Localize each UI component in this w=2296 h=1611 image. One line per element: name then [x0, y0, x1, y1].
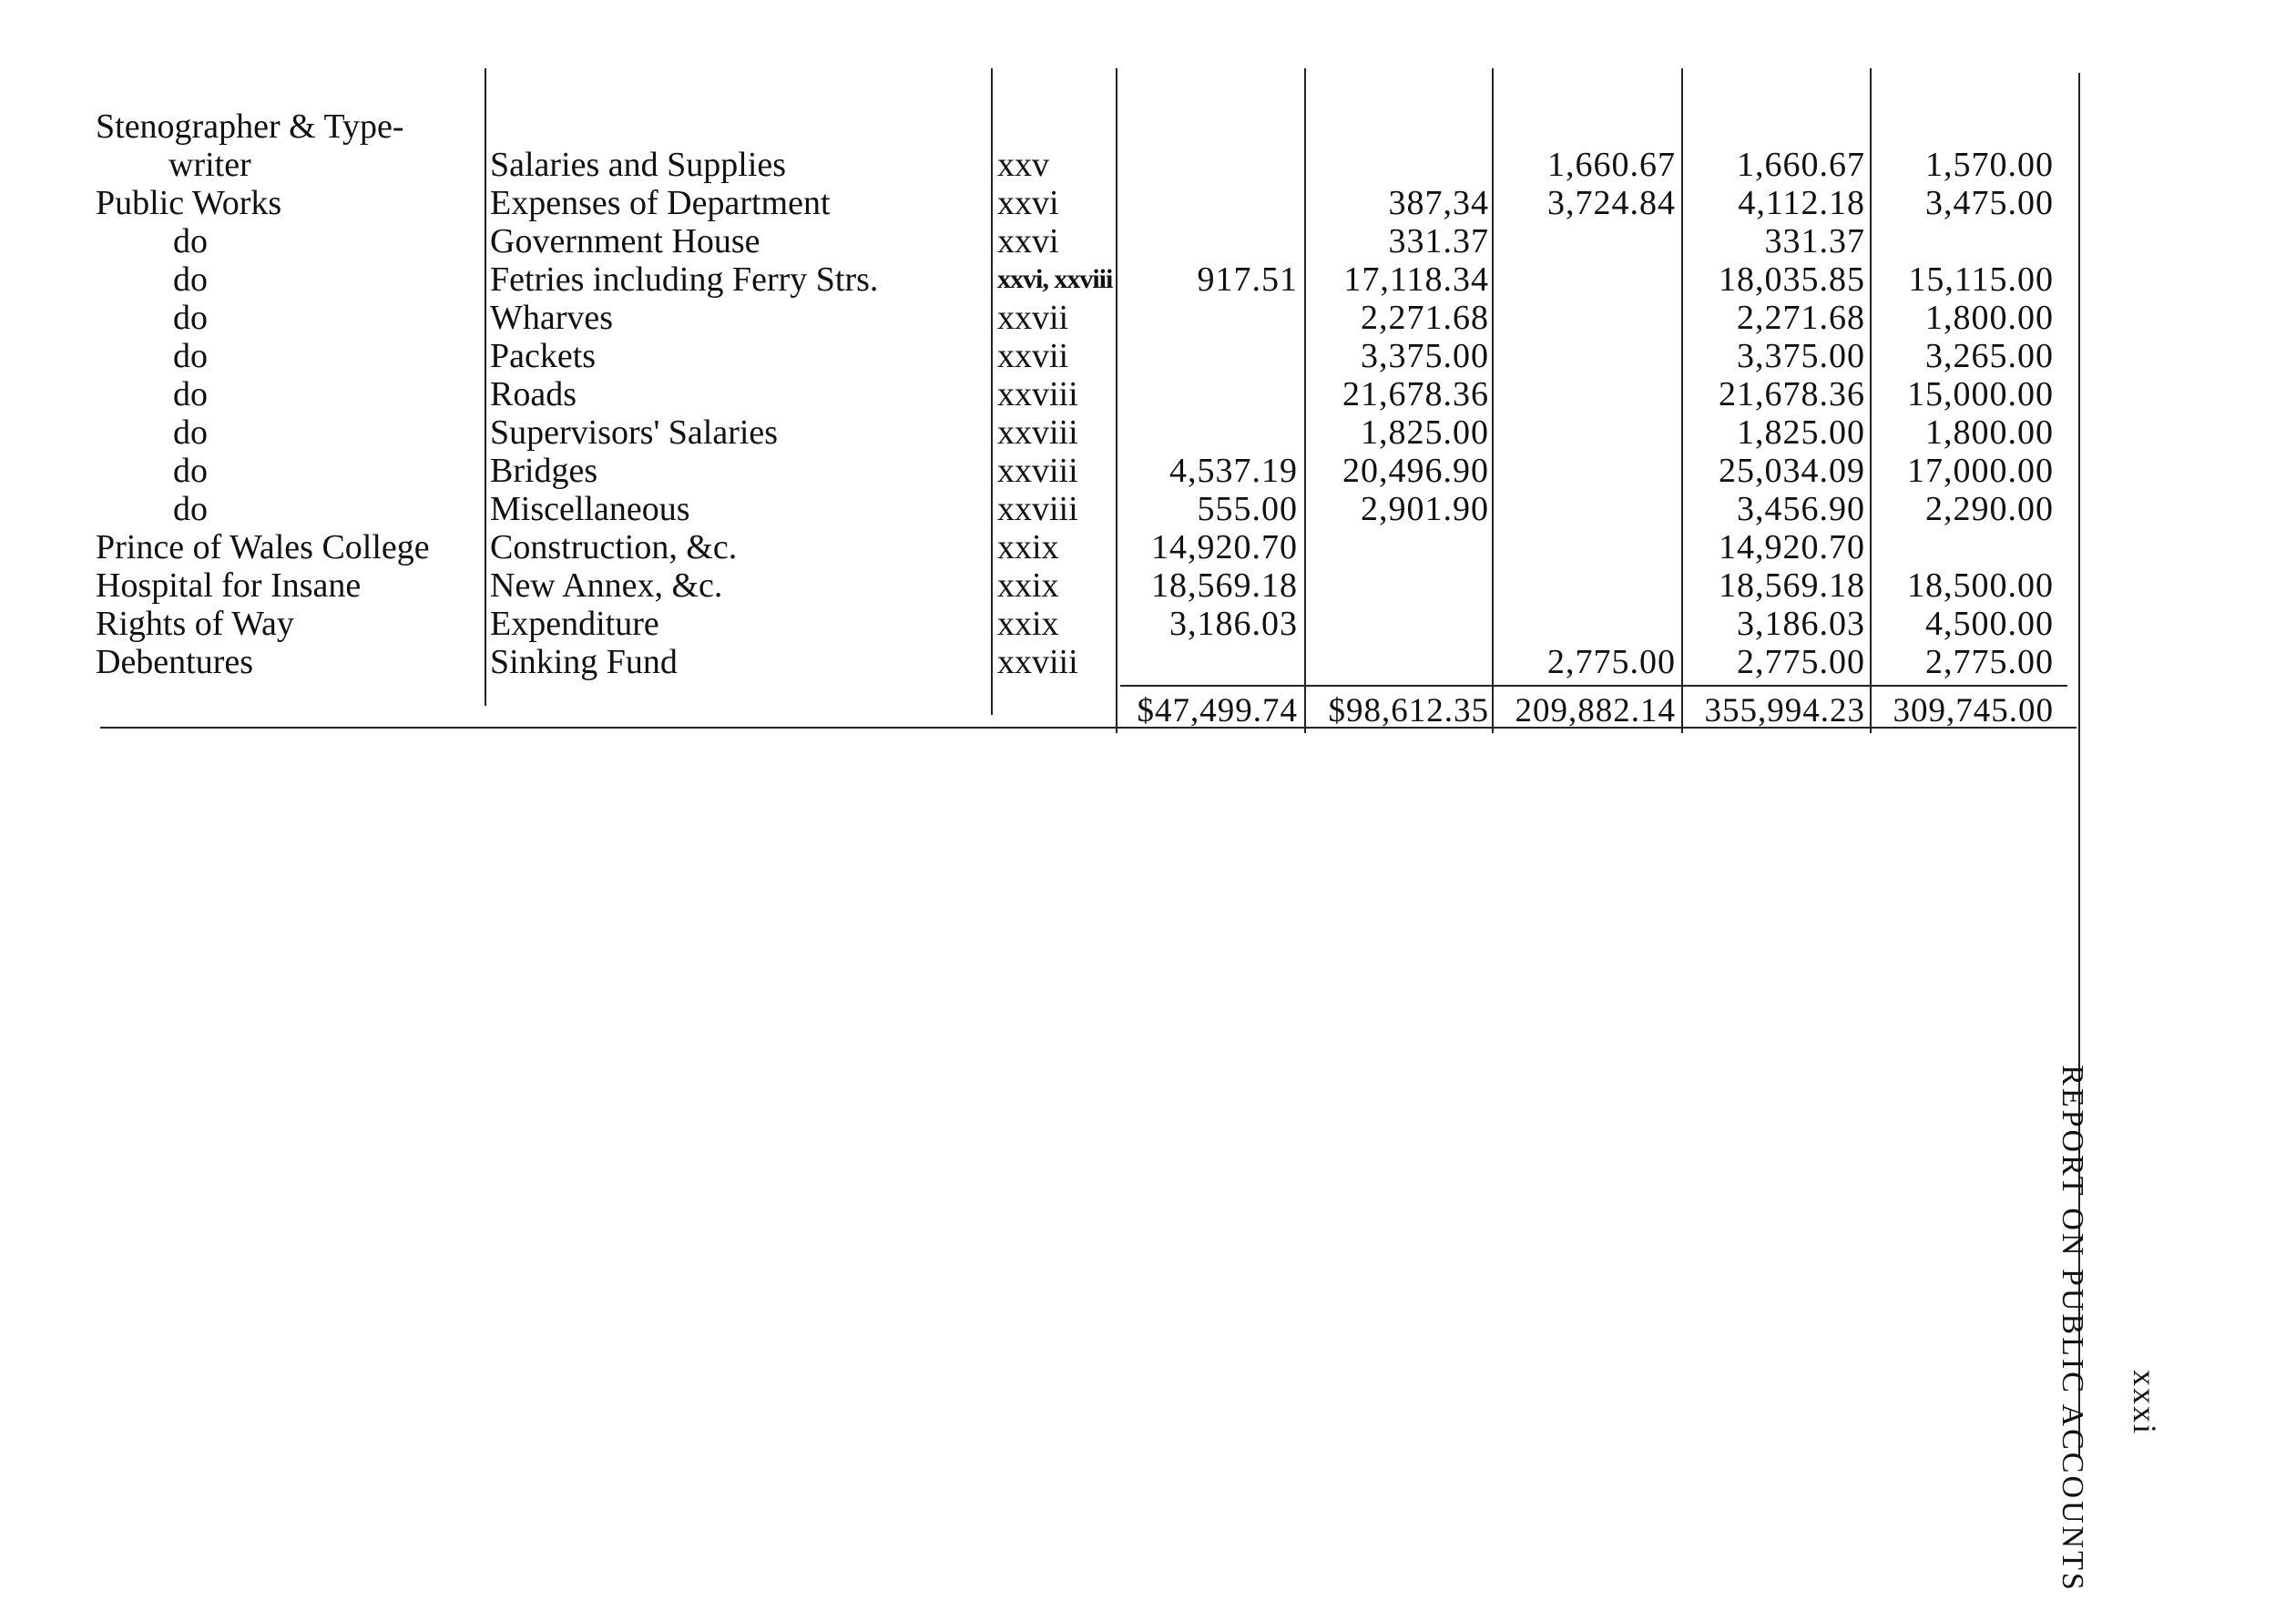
amount-col5-cell: 2,775.00 — [1925, 643, 2054, 681]
reference-cell: xxvii — [997, 337, 1069, 375]
description-cell: Construction, &c. — [490, 528, 738, 566]
amount-col2-cell: 387,34 — [1388, 184, 1489, 222]
amount-col3-cell — [1498, 490, 1676, 528]
amount-col3-cell: 2,775.00 — [1547, 643, 1676, 681]
amount-col1-cell — [1120, 222, 1298, 260]
amount-col1-cell: 4,537.19 — [1169, 452, 1298, 490]
item-cell: do — [173, 260, 208, 299]
item-cell: Hospital for Insane — [96, 566, 362, 605]
amount-col5-cell: 1,570.00 — [1925, 146, 2054, 184]
reference-cell: xxv — [997, 146, 1049, 184]
totals-row — [0, 692, 2095, 730]
table-row — [0, 452, 2095, 490]
reference-cell: xxvi — [997, 184, 1059, 222]
item-cell: Rights of Way — [96, 605, 294, 643]
amount-col3-cell — [1498, 605, 1676, 643]
table-row — [0, 605, 2095, 643]
item-cell: do — [173, 490, 208, 528]
total-col4: 355,994.23 — [1704, 692, 1865, 729]
running-title: REPORT ON PUBLIC ACCOUNTS — [2056, 1065, 2089, 1593]
description-cell: Packets — [490, 337, 597, 375]
amount-col5-cell — [1876, 222, 2054, 260]
amount-col2-cell: 20,496.90 — [1342, 452, 1489, 490]
amount-col1-cell — [1120, 413, 1298, 452]
table-row — [0, 337, 2095, 375]
item-cell: Debentures — [96, 643, 254, 681]
table-row — [0, 222, 2095, 260]
amount-col5-cell: 2,290.00 — [1925, 490, 2054, 528]
item-cell: Stenographer & Type- — [96, 107, 404, 146]
amount-col4-cell: 3,375.00 — [1737, 337, 1865, 375]
amount-col2-cell: 17,118.34 — [1343, 260, 1489, 299]
amount-col2-cell — [1311, 566, 1489, 605]
reference-cell: xxviii — [997, 452, 1078, 490]
amount-col4-cell — [1688, 107, 1865, 146]
reference-cell: xxix — [997, 528, 1059, 566]
amount-col2-cell — [1311, 605, 1489, 643]
amount-col5-cell: 3,475.00 — [1925, 184, 2054, 222]
reference-cell: xxvi — [997, 222, 1059, 260]
item-cell: do — [173, 222, 208, 260]
amount-col4-cell: 14,920.70 — [1719, 528, 1865, 566]
item-cell: do — [173, 375, 208, 413]
table-row — [0, 490, 2095, 528]
amount-col3-cell — [1498, 299, 1676, 337]
amount-col3-cell — [1498, 222, 1676, 260]
amount-col1-cell: 3,186.03 — [1169, 605, 1298, 643]
reference-cell: xxviii — [997, 490, 1078, 528]
amount-col2-cell — [1311, 107, 1489, 146]
amount-col3-cell: 1,660.67 — [1547, 146, 1676, 184]
table-row — [0, 566, 2095, 605]
amount-col5-cell — [1876, 107, 2054, 146]
description-cell: Bridges — [490, 452, 598, 490]
amount-col1-cell: 917.51 — [1197, 260, 1298, 299]
amount-col1-cell: 555.00 — [1197, 490, 1298, 528]
item-cell: do — [173, 413, 208, 452]
amount-col4-cell: 1,825.00 — [1737, 413, 1865, 452]
description-cell: Roads — [490, 375, 577, 413]
description-cell: Government House — [490, 222, 760, 260]
table-row — [0, 146, 2095, 184]
amount-col2-cell — [1311, 146, 1489, 184]
table-row — [0, 260, 2095, 299]
amount-col1-cell — [1120, 184, 1298, 222]
amount-col5-cell: 15,000.00 — [1907, 375, 2054, 413]
amount-col4-cell: 3,186.03 — [1737, 605, 1865, 643]
amount-col1-cell: 14,920.70 — [1151, 528, 1298, 566]
description-cell: Expenses of Department — [490, 184, 831, 222]
subtotal-rule — [1120, 685, 2067, 687]
amount-col2-cell: 3,375.00 — [1361, 337, 1489, 375]
item-cell: writer — [168, 146, 251, 184]
amount-col2-cell: 21,678.36 — [1342, 375, 1489, 413]
amount-col1-cell — [1120, 375, 1298, 413]
description-cell: Sinking Fund — [490, 643, 678, 681]
amount-col4-cell: 2,271.68 — [1737, 299, 1865, 337]
amount-col5-cell: 3,265.00 — [1925, 337, 2054, 375]
reference-cell: xxix — [997, 605, 1059, 643]
reference-cell: xxvi, xxviii — [997, 264, 1113, 294]
reference-cell: xxviii — [997, 643, 1078, 681]
amount-col4-cell: 25,034.09 — [1719, 452, 1865, 490]
amount-col2-cell: 2,901.90 — [1361, 490, 1489, 528]
item-cell: do — [173, 299, 208, 337]
item-cell: Prince of Wales College — [96, 528, 430, 566]
page-number: xxxi — [2127, 1369, 2163, 1435]
amount-col2-cell: 331.37 — [1388, 222, 1489, 260]
reference-cell: xxviii — [997, 413, 1078, 452]
total-col2: $98,612.35 — [1328, 692, 1489, 729]
table-row — [0, 107, 2095, 146]
amount-col3-cell: 3,724.84 — [1547, 184, 1676, 222]
table-row — [0, 528, 2095, 566]
amount-col3-cell — [1498, 337, 1676, 375]
amount-col4-cell: 3,456.90 — [1737, 490, 1865, 528]
amount-col5-cell — [1876, 528, 2054, 566]
description-cell: Miscellaneous — [490, 490, 690, 528]
amount-col2-cell — [1311, 643, 1489, 681]
amount-col1-cell — [1120, 146, 1298, 184]
amount-col4-cell: 4,112.18 — [1738, 184, 1865, 222]
amount-col2-cell — [1311, 528, 1489, 566]
total-col5: 309,745.00 — [1893, 692, 2054, 729]
amount-col1-cell: 18,569.18 — [1151, 566, 1298, 605]
amount-col4-cell: 1,660.67 — [1737, 146, 1865, 184]
item-cell: do — [173, 452, 208, 490]
reference-cell: xxix — [997, 566, 1059, 605]
amount-col4-cell: 18,569.18 — [1719, 566, 1865, 605]
amount-col5-cell: 18,500.00 — [1907, 566, 2054, 605]
amount-col2-cell: 2,271.68 — [1361, 299, 1489, 337]
amount-col4-cell: 21,678.36 — [1719, 375, 1865, 413]
description-cell: Salaries and Supplies — [490, 146, 787, 184]
table-row — [0, 413, 2095, 452]
amount-col1-cell — [1120, 337, 1298, 375]
description-cell: Expenditure — [490, 605, 659, 643]
description-cell: New Annex, &c. — [490, 566, 723, 605]
table-row — [0, 184, 2095, 222]
table-row — [0, 643, 2095, 681]
amount-col5-cell: 17,000.00 — [1907, 452, 2054, 490]
amount-col5-cell: 1,800.00 — [1925, 413, 2054, 452]
amount-col4-cell: 18,035.85 — [1719, 260, 1865, 299]
table-row — [0, 375, 2095, 413]
item-cell: Public Works — [96, 184, 282, 222]
table-row — [0, 299, 2095, 337]
amount-col3-cell — [1498, 413, 1676, 452]
amount-col5-cell: 15,115.00 — [1908, 260, 2054, 299]
item-cell: do — [173, 337, 208, 375]
amount-col3-cell — [1498, 566, 1676, 605]
amount-col3-cell — [1498, 375, 1676, 413]
amount-col4-cell: 2,775.00 — [1737, 643, 1865, 681]
description-cell: Supervisors' Salaries — [490, 413, 779, 452]
amount-col2-cell: 1,825.00 — [1361, 413, 1489, 452]
amount-col1-cell — [1120, 299, 1298, 337]
amount-col3-cell — [1498, 528, 1676, 566]
amount-col1-cell — [1120, 643, 1298, 681]
reference-cell: xxvii — [997, 299, 1069, 337]
amount-col5-cell: 1,800.00 — [1925, 299, 2054, 337]
amount-col3-cell — [1498, 260, 1676, 299]
description-cell: Wharves — [490, 299, 614, 337]
description-cell: Fetries including Ferry Strs. — [490, 260, 879, 299]
amount-col1-cell — [1120, 107, 1298, 146]
amount-col5-cell: 4,500.00 — [1925, 605, 2054, 643]
reference-cell: xxviii — [997, 375, 1078, 413]
total-col1: $47,499.74 — [1137, 692, 1298, 729]
amount-col3-cell — [1498, 452, 1676, 490]
total-col3: 209,882.14 — [1515, 692, 1676, 729]
amount-col4-cell: 331.37 — [1764, 222, 1865, 260]
amount-col3-cell — [1498, 107, 1676, 146]
